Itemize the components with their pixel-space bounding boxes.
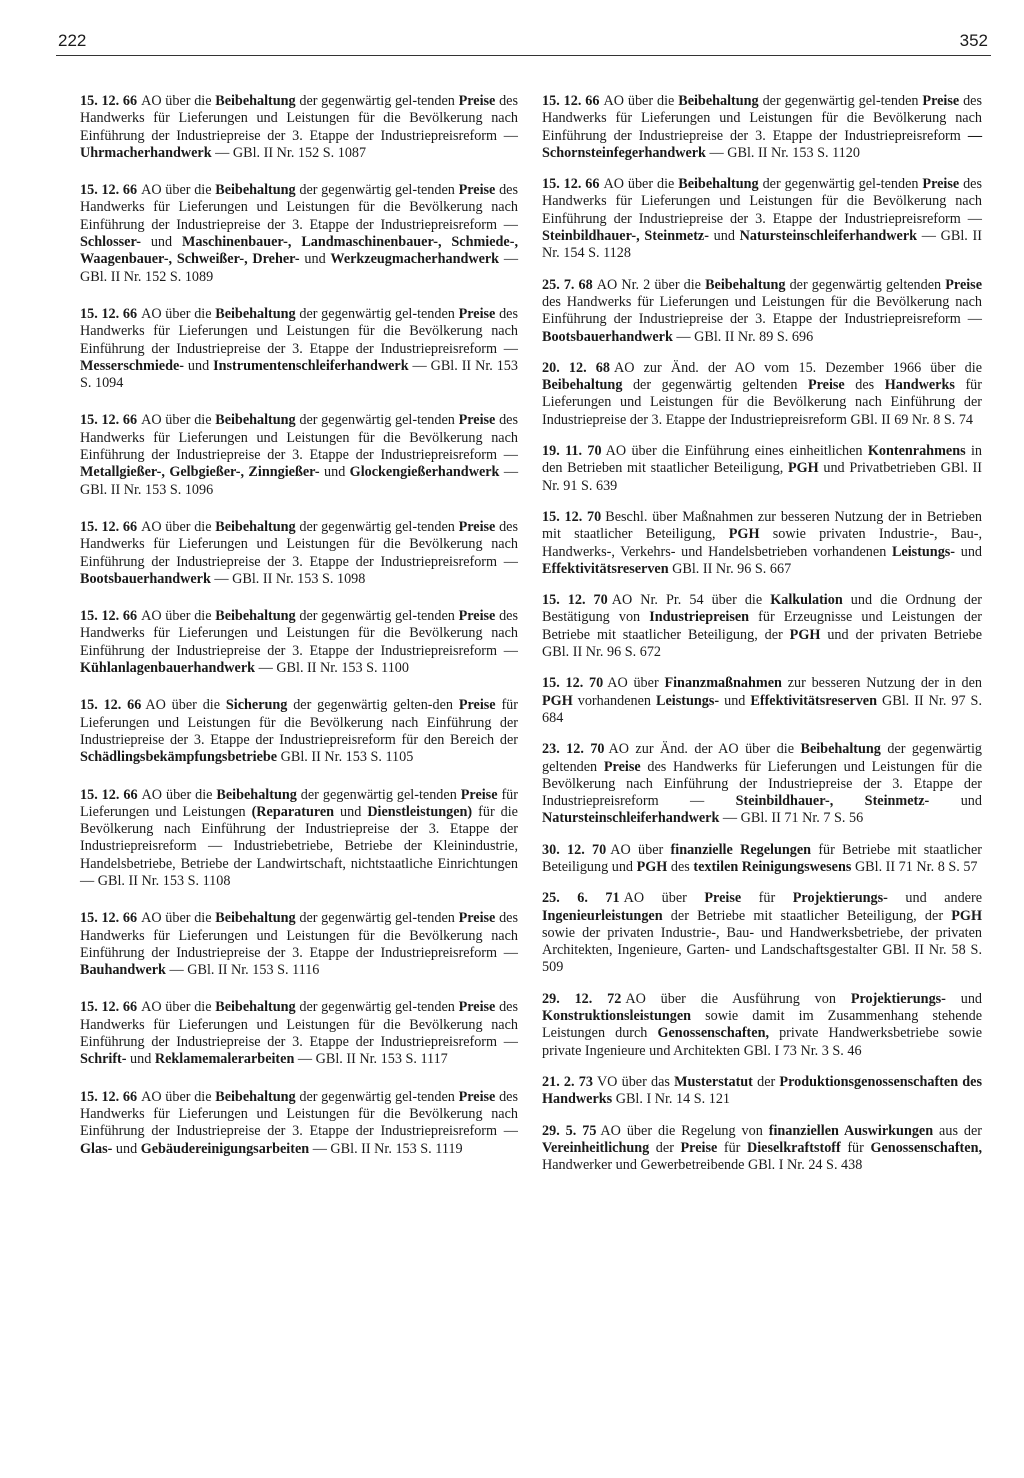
entry-keyword: Beibehaltung	[542, 377, 623, 394]
entry-text: des Handwerks für Lieferungen und Leistungen für die Bevölkerung nach Einführung der Industriepreise der 3. Etappe der Industriepreisreform —	[80, 999, 518, 1051]
entry-text: der gegenwärtig geltenden	[542, 741, 982, 775]
entry-text: der gegenwärtig gel-tenden	[295, 518, 459, 535]
entry-text: AO über die Regelung von	[600, 1122, 769, 1139]
entry-text: des Handwerks für Lieferungen und Leistungen für die Bevölkerung nach Einführung der Industriepreise der 3. Etappe der Industriepreisreform —	[80, 518, 518, 570]
entry-text: — GBl. II Nr. 152 S. 1087	[211, 144, 367, 161]
entry-text: — GBl. II Nr. 153 S. 1100	[255, 660, 409, 677]
entry-text: AO über	[607, 675, 665, 692]
law-entry	[542, 741, 982, 827]
entry-text: der gegenwärtig gel-tenden	[296, 786, 461, 803]
entry-keyword: Genossenschaften,	[657, 1025, 770, 1042]
law-entry	[80, 608, 518, 677]
entry-date: 15. 12. 66	[80, 786, 138, 803]
entry-text: der	[752, 1073, 780, 1090]
entry-text: AO über die Ausführung von	[625, 990, 851, 1007]
law-entry	[80, 999, 518, 1068]
law-entry	[542, 1123, 982, 1175]
entry-text: — GBl. II Nr. 153 S. 1119	[309, 1140, 463, 1157]
law-entry	[542, 176, 982, 262]
law-entry	[80, 306, 518, 392]
entry-keyword: Preise	[458, 412, 496, 429]
entry-text: für	[840, 1139, 871, 1156]
law-entry	[542, 93, 982, 162]
entry-text: des Handwerks für Lieferungen und Leistungen für die Bevölkerung nach Einführung der Industriepreise der 3. Etappe der Industriepreisreform	[542, 93, 982, 144]
entry-keyword: Preise	[460, 786, 498, 803]
entry-text: AO über die	[603, 93, 679, 109]
entry-text: für	[717, 1139, 747, 1156]
entry-keyword: Preise	[807, 377, 845, 394]
entry-keyword: Steinbildhauer-, Steinmetz-	[542, 228, 709, 245]
entry-date: 15. 12. 66	[542, 93, 600, 109]
entry-keyword: Beibehaltung	[678, 93, 759, 109]
entry-date: 15. 12. 70	[542, 675, 604, 692]
entry-text: GBl. II Nr. 153 S. 1105	[277, 749, 414, 766]
entry-text: der gegenwärtig gel-tenden	[295, 608, 459, 625]
entry-text: für Erzeugnisse und Leistungen der Betriebe mit staatlicher Beteiligung, der	[542, 609, 982, 643]
entry-text: der gegenwärtig gel-tenden	[758, 176, 923, 193]
entry-keyword: Metallgießer-, Gelbgießer-, Zinngießer-	[80, 464, 320, 481]
entry-keyword: Preise	[704, 890, 742, 907]
entry-keyword: Finanzmaßnahmen	[664, 675, 782, 692]
entry-text: der gegenwärtig gel-tenden	[758, 93, 923, 109]
entry-text: des Handwerks für Lieferungen und Leistungen für die Bevölkerung nach Einführung der Industriepreise der 3. Etappe der Industriepreisreform —	[80, 93, 518, 144]
law-entry	[80, 787, 518, 891]
entry-keyword: Preise	[945, 276, 982, 293]
entry-keyword: Dieselkraftstoff	[746, 1139, 841, 1156]
page-number-right: 352	[959, 31, 988, 50]
entry-text: AO über die	[141, 305, 216, 322]
entry-text: — GBl. II Nr. 153 S. 1116	[165, 962, 320, 979]
entry-text: und	[719, 692, 751, 709]
entry-text: — GBl. II Nr. 153 S. 1096	[80, 464, 518, 498]
entry-text: und	[126, 1051, 155, 1068]
entry-keyword: Leistungs-	[891, 543, 956, 560]
entry-text: AO über	[610, 841, 671, 858]
entry-text: und die Ordnung der Bestätigung von	[542, 592, 982, 626]
entry-date: 15. 12. 66	[80, 182, 138, 199]
entry-date: 29. 5. 75	[542, 1122, 597, 1139]
entry-text: und	[929, 793, 982, 810]
entry-text: für Betriebe mit staatlicher Beteiligung und	[542, 841, 983, 875]
entry-text: AO über die	[141, 93, 216, 109]
entry-text: VO über das	[596, 1073, 675, 1090]
entry-text: vorhandenen	[572, 692, 657, 709]
entry-text: AO zur Änd. der AO vom 15. Dezember 1966 über die	[613, 359, 982, 376]
entry-keyword: Preise	[458, 305, 496, 322]
entry-date: 15. 12. 66	[80, 518, 138, 535]
law-entry	[542, 443, 982, 495]
entry-text: AO über die	[141, 910, 216, 927]
entry-text: und andere	[887, 890, 983, 907]
entry-keyword: Preise	[458, 910, 496, 927]
entry-text: des Handwerks für Lieferungen und Leistungen für die Bevölkerung nach Einführung der Industriepreise der 3. Etappe der Industriepreisreform —	[80, 1088, 518, 1140]
entry-text: GBl. II 71 Nr. 8 S. 57	[851, 858, 978, 875]
entry-keyword: PGH	[542, 692, 573, 709]
law-entry	[542, 592, 982, 661]
entry-text: und	[945, 990, 983, 1007]
entry-keyword: Schädlingsbekämpfungsbetriebe	[80, 749, 278, 766]
entry-keyword: Schrift-	[80, 1051, 127, 1068]
law-entry	[542, 509, 982, 578]
entry-keyword: Preise	[458, 93, 496, 109]
entry-text: AO über die	[145, 697, 226, 714]
entry-keyword: Industriepreisen	[649, 609, 750, 626]
entry-text: des Handwerks für Lieferungen und Leistungen für die Bevölkerung nach Einführung der Industriepreise der 3. Etappe der Industriepreisreform —	[80, 608, 518, 659]
entry-keyword: textilen Reinigungswesens	[693, 858, 852, 875]
entry-text: des Handwerks für Lieferungen und Leistungen für die Bevölkerung nach Einführung der Industriepreise der 3. Etappe der Industriepreisreform —	[80, 305, 518, 357]
entry-text: — GBl. II Nr. 153 S. 1120	[705, 144, 860, 161]
entry-keyword: Gebäudereinigungsarbeiten	[140, 1140, 310, 1157]
entry-text: für Lieferungen und Leistungen	[80, 786, 518, 820]
entry-text: und	[299, 251, 331, 268]
entry-keyword: Maschinenbauer-, Landmaschinenbauer-, Schmiede-, Waagenbauer-, Schweißer-, Dreher-	[80, 234, 519, 268]
entry-keyword: Beibehaltung	[215, 93, 296, 109]
entry-text: in den Betrieben mit staatlicher Beteiligung,	[542, 443, 983, 477]
law-entry	[542, 842, 982, 877]
entry-text: AO über die	[603, 176, 679, 193]
entry-keyword: Preise	[603, 758, 641, 775]
entry-text: und	[184, 357, 214, 374]
entry-keyword: Bootsbauerhandwerk	[542, 328, 673, 345]
entry-text: AO über die Einführung eines einheitlichen	[605, 443, 868, 460]
entry-text: der gegenwärtig gel-tenden	[295, 999, 459, 1016]
entry-keyword: Beibehaltung	[215, 999, 296, 1016]
law-entry	[542, 890, 982, 976]
entry-keyword: Beibehaltung	[800, 741, 881, 758]
entry-keyword: PGH	[789, 626, 821, 643]
law-entry	[80, 697, 518, 766]
entry-text: Handwerker und Gewerbetreibende GBl. I Nr. 24 S. 438	[542, 1157, 863, 1174]
entry-text: — GBl. II Nr. 154 S. 1128	[542, 228, 982, 262]
entry-text: des Handwerks für Lieferungen und Leistungen für die Bevölkerung nach Einführung der Industriepreise der 3. Etappe der Industriepreisreform —	[542, 293, 982, 328]
entry-keyword: PGH	[728, 526, 760, 543]
entry-date: 15. 12. 66	[80, 93, 138, 109]
entry-text: und	[140, 234, 183, 251]
entry-keyword: PGH	[787, 460, 819, 477]
entry-text: sowie damit im Zusammenhang stehende Leistungen durch	[542, 1008, 982, 1042]
entry-date: 15. 12. 66	[80, 697, 142, 714]
entry-text: für die Bevölkerung nach Einführung der Industriepreise der 3. Etappe der Industriepreisreform — Industriebetriebe, Betriebe der Kleinindustrie, Handelsbetriebe, Betriebe der Landwirtschaft, nichtstaatliche Einrichtungen — GBl. II Nr. 153 S. 1108	[80, 803, 518, 889]
entry-keyword: Preise	[922, 176, 960, 193]
entry-keyword: finanzielle Regelungen	[670, 841, 812, 858]
law-entry	[542, 991, 982, 1060]
entry-date: 29. 12. 72	[542, 990, 622, 1007]
entry-date: 19. 11. 70	[542, 443, 602, 460]
entry-text: AO über die	[141, 412, 216, 429]
entry-keyword: Glockengießerhandwerk	[349, 464, 500, 481]
entry-keyword: Preise	[458, 182, 496, 199]
law-entry	[80, 910, 518, 979]
entry-text: und	[112, 1140, 141, 1157]
law-entry	[80, 519, 518, 588]
entry-keyword: PGH	[951, 907, 982, 924]
entry-text: private Handwerksbetriebe sowie private Ingenieure und Architekten GBl. I 73 Nr. 3 S. 46	[542, 1025, 982, 1059]
law-entry	[80, 182, 518, 286]
entry-text: der gegenwärtig gelten-den	[287, 697, 459, 714]
entry-keyword: Kalkulation	[770, 592, 843, 609]
entry-keyword: Preise	[458, 608, 496, 625]
entry-text: der gegenwärtig gel-tenden	[295, 305, 459, 322]
entry-keyword: — Schornsteinfegerhandwerk	[542, 127, 982, 161]
entry-date: 15. 12. 66	[80, 305, 138, 322]
right-column	[542, 93, 982, 1188]
entry-date: 15. 12. 66	[80, 910, 138, 927]
entry-keyword: Dienstleistungen)	[367, 803, 473, 820]
entry-keyword: Projektierungs-	[850, 990, 946, 1007]
entry-keyword: Preise	[922, 93, 960, 109]
entry-text: AO über die	[141, 786, 217, 803]
law-entry	[542, 360, 982, 429]
entry-text: AO Nr. 2 über die	[596, 276, 706, 293]
entry-date: 25. 7. 68	[542, 276, 593, 293]
entry-text: GBl. II Nr. 96 S. 667	[668, 560, 792, 577]
entry-keyword: Schlosser-	[80, 234, 141, 251]
entry-keyword: finanziellen Auswirkungen	[768, 1122, 934, 1139]
entry-text: und Privatbetrieben GBl. II Nr. 91 S. 639	[542, 460, 982, 494]
entry-date: 15. 12. 66	[80, 999, 138, 1016]
entry-keyword: Beibehaltung	[215, 182, 296, 199]
law-entry	[542, 675, 982, 727]
entry-keyword: Musterstatut	[674, 1073, 753, 1090]
entry-text: — GBl. II Nr. 153 S. 1117	[294, 1051, 448, 1068]
entry-keyword: Natursteinschleiferhandwerk	[542, 810, 720, 827]
entry-keyword: Effektivitätsreserven	[750, 692, 877, 709]
entry-keyword: Messerschmiede-	[80, 357, 185, 374]
entry-date: 25. 6. 71	[542, 890, 620, 907]
page-number-left: 222	[58, 31, 87, 50]
entry-text: AO über die	[141, 518, 216, 535]
entry-keyword: Beibehaltung	[215, 910, 296, 927]
entry-keyword: Reklamemalerarbeiten	[154, 1051, 295, 1068]
header-rule	[56, 55, 991, 56]
entry-date: 21. 2. 73	[542, 1073, 593, 1090]
entry-keyword: Beibehaltung	[705, 276, 786, 293]
entry-keyword: Handwerks	[884, 377, 955, 394]
law-entry	[80, 93, 518, 162]
entry-text: und	[708, 228, 740, 245]
entry-text: für	[741, 890, 793, 907]
entry-text: GBl. II Nr. 97 S. 684	[542, 692, 982, 726]
entry-text: der	[649, 1139, 681, 1156]
entry-keyword: Instrumentenschleiferhandwerk	[213, 357, 409, 374]
entry-text: des	[844, 377, 885, 394]
entry-keyword: Effektivitätsreserven	[542, 560, 669, 577]
entry-keyword: Kontenrahmens	[867, 443, 966, 460]
law-entry	[542, 277, 982, 346]
left-column	[80, 93, 518, 1178]
entry-text: des Handwerks für Lieferungen und Leistungen für die Bevölkerung nach Einführung der Industriepreise der 3. Etappe der Industriepreisreform —	[80, 412, 518, 464]
law-entry	[80, 412, 518, 498]
entry-keyword: Preise	[458, 1088, 496, 1105]
entry-text: AO über die	[141, 999, 216, 1016]
entry-text: GBl. I Nr. 14 S. 121	[612, 1091, 731, 1108]
entry-text: aus der	[933, 1122, 982, 1139]
entry-keyword: Kühlanlagenbauerhandwerk	[80, 660, 256, 677]
entry-text: des Handwerks für Lieferungen und Leistungen für die Bevölkerung nach Einführung der Industriepreise der 3. Etappe der Industriepreisreform —	[542, 758, 982, 810]
entry-keyword: PGH	[636, 858, 668, 875]
entry-text: der gegenwärtig geltenden	[622, 377, 808, 394]
entry-keyword: Beibehaltung	[215, 305, 296, 322]
entry-keyword: Projektierungs-	[792, 890, 888, 907]
entry-keyword: Beibehaltung	[215, 1088, 296, 1105]
entry-text: der gegenwärtig gel-tenden	[295, 412, 459, 429]
entry-text: des Handwerks für Lieferungen und Leistungen für die Bevölkerung nach Einführung der Industriepreise der 3. Etappe der Industriepreisreform —	[542, 176, 982, 227]
entry-date: 23. 12. 70	[542, 741, 605, 758]
entry-keyword: Leistungs-	[656, 692, 720, 709]
entry-text: AO über die	[141, 1088, 216, 1105]
entry-text: sowie der privaten Industrie-, Bau- und Handwerksbetriebe, der privaten Architekten, Ingenieure, Garten- und Landschaftsgestalter GBl. II Nr. 58 S. 509	[542, 924, 982, 976]
entry-date: 15. 12. 66	[542, 176, 600, 193]
entry-keyword: Bauhandwerk	[80, 962, 166, 979]
entry-text: des Handwerks für Lieferungen und Leistungen für die Bevölkerung nach Einführung der Industriepreise der 3. Etappe der Industriepreisreform —	[80, 182, 518, 233]
entry-date: 15. 12. 70	[542, 508, 602, 525]
entry-text: des Handwerks für Lieferungen und Leistungen für die Bevölkerung nach Einführung der Industriepreise der 3. Etappe der Industriepreisreform —	[80, 910, 518, 961]
entry-text: und der privaten Betriebe GBl. II Nr. 96 S. 672	[542, 626, 982, 661]
entry-keyword: Preise	[680, 1139, 718, 1156]
entry-keyword: Steinbildhauer-, Steinmetz-	[735, 793, 930, 810]
entry-keyword: Preise	[458, 697, 496, 714]
entry-text: — GBl. II 71 Nr. 7 S. 56	[719, 810, 864, 827]
entry-text: AO über	[623, 890, 705, 907]
law-entry	[80, 1089, 518, 1158]
entry-keyword: Beibehaltung	[215, 608, 296, 625]
entry-text: AO zur Änd. der AO über die	[608, 741, 801, 758]
entry-date: 15. 12. 66	[80, 412, 138, 429]
entry-text: für Lieferungen und Leistungen für die Bevölkerung nach Einführung der Industriepreise der 3. Etappe der Industriepreisreform GBl. II 69 Nr. 8 S. 74	[542, 377, 982, 428]
entry-text: und	[334, 803, 368, 820]
entry-date: 30. 12. 70	[542, 841, 607, 858]
entry-text: — GBl. II Nr. 153 S. 1094	[80, 357, 518, 392]
entry-text: zur besseren Nutzung der in den	[781, 675, 982, 692]
entry-keyword: Produktionsgenossenschaften des Handwerks	[542, 1073, 982, 1108]
entry-keyword: Ingenieurleistungen	[542, 907, 663, 924]
entry-keyword: Beibehaltung	[215, 518, 296, 535]
entry-keyword: Uhrmacherhandwerk	[80, 144, 212, 161]
entry-text: der gegenwärtig geltenden	[785, 276, 946, 293]
entry-text: der gegenwärtig gel-tenden	[295, 1088, 459, 1105]
entry-text: des	[667, 858, 694, 875]
entry-keyword: Werkzeugmacherhandwerk	[330, 251, 500, 268]
law-entry	[542, 1074, 982, 1109]
entry-text: der gegenwärtig gel-tenden	[295, 910, 459, 927]
entry-keyword: Preise	[458, 518, 496, 535]
entry-keyword: Preise	[458, 999, 496, 1016]
entry-date: 20. 12. 68	[542, 359, 610, 376]
entry-date: 15. 12. 66	[80, 608, 138, 625]
entry-keyword: Sicherung	[225, 697, 288, 714]
entry-text: sowie privaten Industrie-, Bau-, Handwerks-, Verkehrs- und Handelsbetrieben vorhandenen	[542, 526, 982, 560]
entry-keyword: Genossenschaften,	[870, 1139, 983, 1156]
entry-text: und	[955, 543, 982, 560]
entry-text: der Betriebe mit staatlicher Beteiligung, der	[662, 907, 952, 924]
entry-keyword: Beibehaltung	[216, 786, 297, 803]
entry-text: der gegenwärtig gel-tenden	[295, 182, 459, 199]
entry-date: 15. 12. 66	[80, 1088, 138, 1105]
entry-keyword: Beibehaltung	[678, 176, 759, 193]
entry-text: — GBl. II Nr. 89 S. 696	[672, 328, 814, 345]
entry-text: Beschl. über Maßnahmen zur besseren Nutzung der in Betrieben mit staatlicher Beteiligung,	[542, 508, 982, 543]
entry-text: für Lieferungen und Leistungen für die Bevölkerung nach Einführung der Industriepreise der 3. Etappe der Industriepreisreform für den Bereich der	[80, 697, 518, 748]
entry-keyword: Konstruktionsleistungen	[542, 1008, 692, 1025]
entry-text: AO über die	[141, 608, 216, 625]
entry-date: 15. 12. 70	[542, 592, 608, 609]
entry-keyword: Vereinheitlichung	[542, 1139, 650, 1156]
entry-text: — GBl. II Nr. 152 S. 1089	[80, 251, 519, 285]
entry-text: der gegenwärtig gel-tenden	[295, 93, 459, 109]
entry-keyword: Beibehaltung	[215, 412, 296, 429]
entry-keyword: Natursteinschleiferhandwerk	[739, 228, 918, 245]
entry-text: AO Nr. Pr. 54 über die	[611, 592, 771, 609]
entry-keyword: (Reparaturen	[251, 803, 335, 820]
entry-text: und	[319, 464, 350, 481]
entry-keyword: Glas-	[80, 1140, 113, 1157]
entry-text: — GBl. II Nr. 153 S. 1098	[210, 570, 366, 587]
entry-keyword: Bootsbauerhandwerk	[80, 570, 211, 587]
entry-text: AO über die	[141, 182, 216, 199]
